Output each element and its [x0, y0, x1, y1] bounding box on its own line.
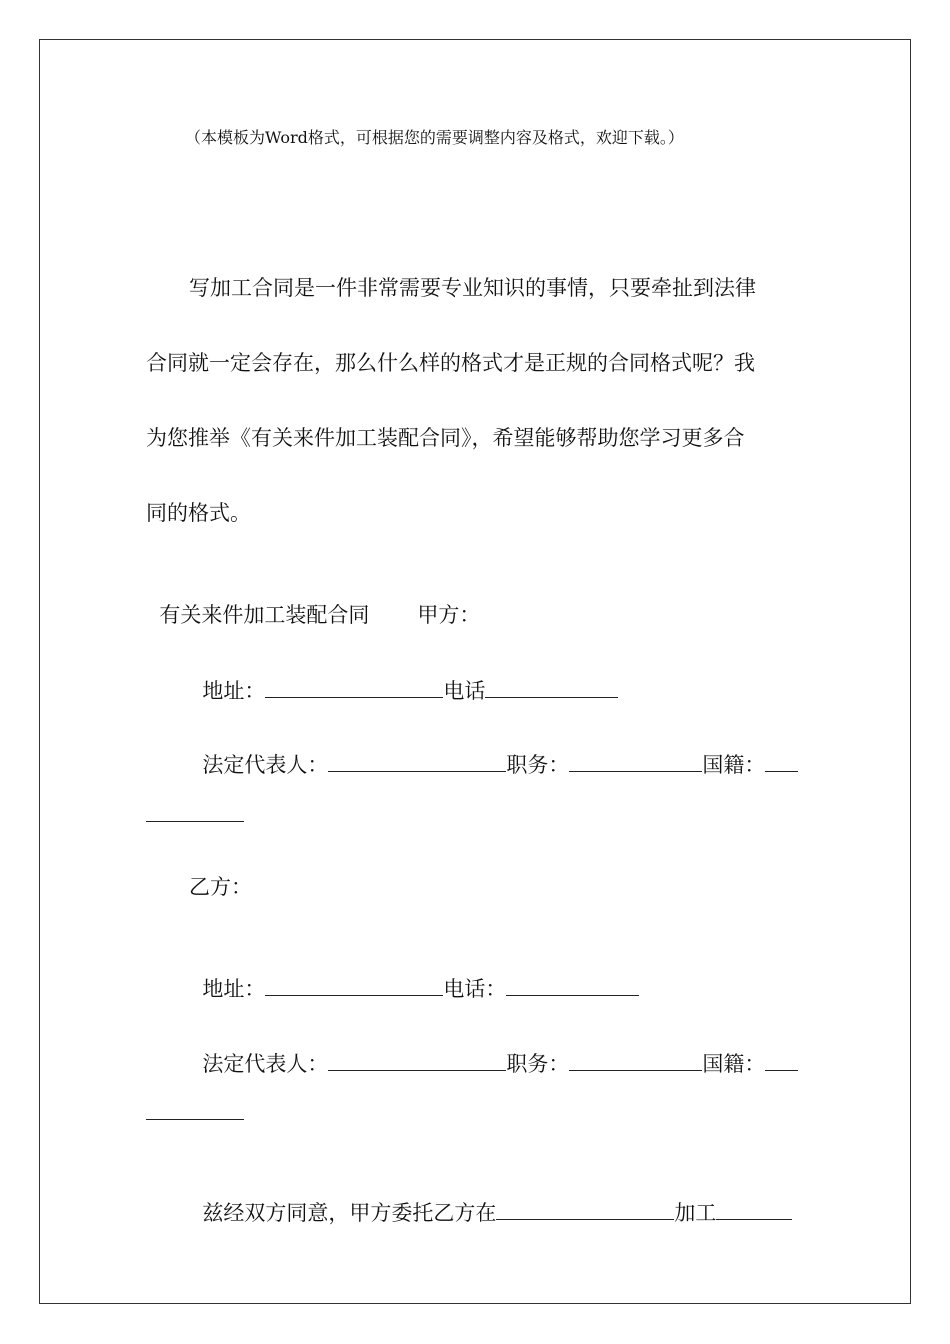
rep-blank[interactable] [328, 1050, 506, 1071]
intro-line-2: 合同就一定会存在，那么什么样的格式才是正规的合同格式呢？我 [146, 351, 755, 375]
nationality-blank-continued[interactable] [146, 1119, 244, 1120]
nationality-label: 国籍： [702, 753, 766, 777]
rep-label: 法定代表人： [202, 753, 329, 777]
intro-line-3: 为您推举《有关来件加工装配合同》，希望能够帮助您学习更多合 [146, 426, 745, 450]
party-a-label: 甲方： [417, 603, 481, 627]
location-blank[interactable] [496, 1199, 674, 1220]
party-b-rep-row [189, 1022, 798, 1078]
contract-title: 有关来件加工装配合同 [159, 603, 370, 627]
agreement-row [189, 1171, 792, 1227]
party-b-label: 乙方： [189, 875, 252, 899]
address-label: 地址： [202, 679, 266, 703]
address-label: 地址： [202, 977, 266, 1001]
intro-line-1: 写加工合同是一件非常需要专业知识的事情，只要牵扯到法律 [189, 276, 756, 300]
nationality-blank[interactable] [765, 1050, 798, 1071]
party-a-rep-row [189, 723, 798, 779]
phone-blank[interactable] [485, 677, 618, 698]
party-a-address-row [189, 649, 618, 705]
position-blank[interactable] [569, 751, 702, 772]
nationality-label: 国籍： [702, 1052, 766, 1076]
nationality-blank[interactable] [765, 751, 798, 772]
phone-label: 电话： [443, 977, 507, 1001]
nationality-blank-continued[interactable] [146, 821, 244, 822]
phone-blank[interactable] [506, 975, 639, 996]
position-label: 职务： [506, 753, 570, 777]
agreement-text: 兹经双方同意，甲方委托乙方在 [202, 1201, 497, 1225]
process-blank[interactable] [716, 1199, 792, 1220]
address-blank[interactable] [265, 975, 443, 996]
intro-line-4: 同的格式。 [146, 501, 251, 525]
position-blank[interactable] [569, 1050, 702, 1071]
party-b-address-row [189, 947, 639, 1003]
contract-title-line [146, 573, 480, 629]
phone-label: 电话 [443, 679, 486, 703]
position-label: 职务： [506, 1052, 570, 1076]
rep-blank[interactable] [328, 751, 506, 772]
rep-label: 法定代表人： [202, 1052, 329, 1076]
process-label: 加工 [674, 1201, 717, 1225]
address-blank[interactable] [265, 677, 443, 698]
template-note: （本模板为Word格式，可根据您的需要调整内容及格式，欢迎下载。） [185, 128, 684, 147]
